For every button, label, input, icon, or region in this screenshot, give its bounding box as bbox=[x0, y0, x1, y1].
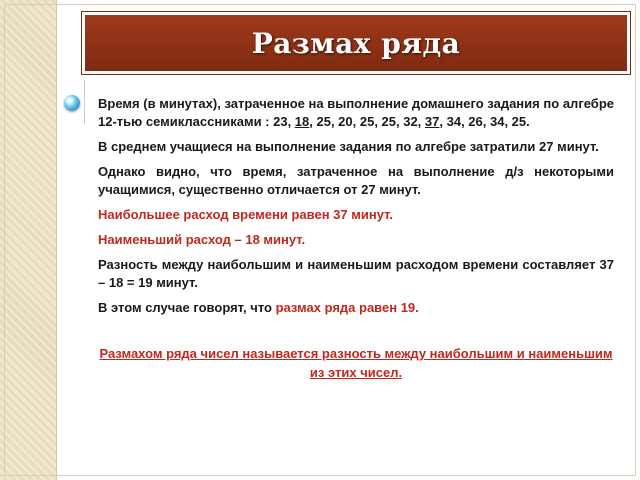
orb-connector bbox=[84, 80, 85, 124]
range-highlight: размах ряда равен 19. bbox=[275, 300, 419, 315]
paragraph-min: Наименьший расход – 18 минут. bbox=[98, 232, 306, 247]
paragraph-conclusion: В этом случае говорят, что размах ряда равен 19. bbox=[98, 300, 419, 315]
min-value: 18 bbox=[294, 114, 310, 129]
paragraph-difference: Однако видно, что время, затраченное на выполнение д/з некоторыми учащимися, существенно отличается от 27 минут. bbox=[98, 164, 614, 197]
range-definition: Размахом ряда чисел называется разность между наибольшим и наименьшим из этих чисел. bbox=[99, 346, 613, 380]
paragraph-range-calc: Разность между наибольшим и наименьшим расходом времени составляет 37 – 18 = 19 минут. bbox=[98, 257, 614, 290]
paragraph-average: В среднем учащиеся на выполнение задания по алгебре затратили 27 минут. bbox=[98, 139, 599, 154]
bullet-orb-icon bbox=[64, 95, 80, 111]
title-bar bbox=[82, 12, 630, 74]
paragraph-data-series: Время (в минутах), затраченное на выполнение домашнего задания по алгебре 12-тью семиклассниками : 23, 18, 25, 20, 25, 25, 32, 37, 34, 26, 34, 25. bbox=[98, 96, 614, 129]
paragraph-max: Наибольшее расход времени равен 37 минут. bbox=[98, 207, 393, 222]
slide-content bbox=[98, 95, 614, 395]
max-value: 37 bbox=[424, 114, 440, 129]
slide-title: Размах ряда bbox=[251, 26, 461, 60]
